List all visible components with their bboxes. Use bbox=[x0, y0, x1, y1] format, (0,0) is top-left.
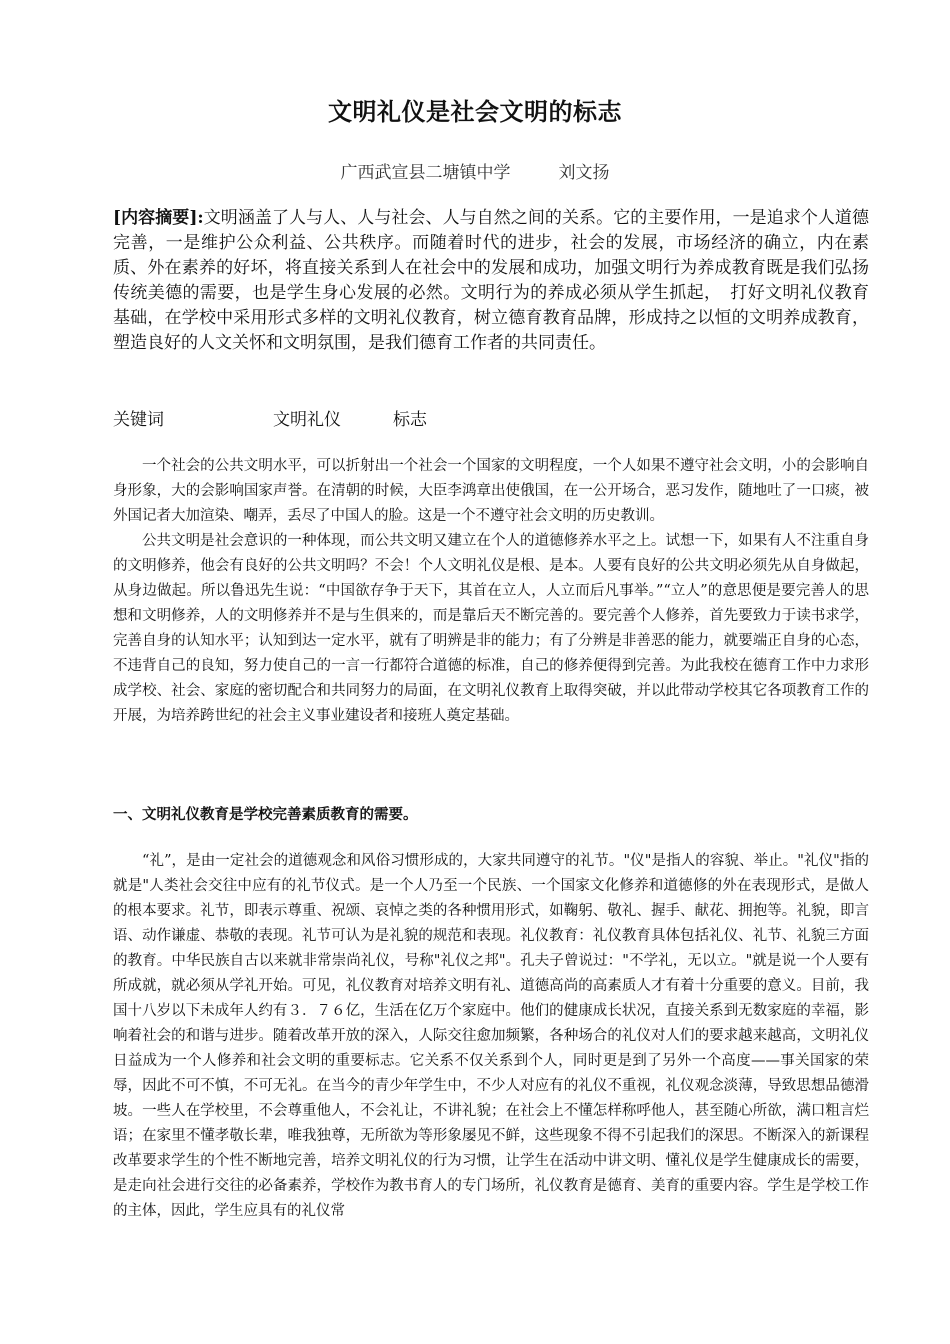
byline bbox=[0, 158, 950, 183]
keywords-row bbox=[113, 405, 479, 430]
author-name: 刘文扬 bbox=[558, 163, 610, 183]
section-heading: 一、文明礼仪教育是学校完善素质教育的需要。 bbox=[113, 807, 418, 823]
keywords-label: 关键词 bbox=[113, 410, 164, 430]
document-title: 文明礼仪是社会文明的标志 bbox=[328, 97, 622, 126]
keyword-item: 文明礼仪 bbox=[273, 410, 341, 430]
section-one-body bbox=[113, 849, 869, 1224]
abstract-label: [内容摘要]: bbox=[113, 208, 204, 228]
intro-section bbox=[113, 454, 869, 729]
keyword-item: 标志 bbox=[393, 410, 427, 430]
abstract bbox=[113, 206, 869, 356]
body-paragraph: 公共文明是社会意识的一种体现，而公共文明又建立在个人的道德修养水平之上。试想一下，如果有人不注重自身的文明修养，他会有良好的公共文明吗？不会！个人文明礼仪是根、是本。人要有良好的公共文明必须先从自身做起，从身边做起。所以鲁迅先生说：“中国欲存争于天下，其首在立人，人立而后凡事举。”“立人”的意思便是要完善人的思想和文明修养，人的文明修养并不是与生俱来的，而是靠后天不断完善的。要完善个人修养，首先要致力于读书求学，完善自身的认知水平；认知到达一定水平，就有了明辨是非的能力；有了分辨是非善恶的能力，就要端正自身的心态，不违背自己的良知，努力使自己的一言一行都符合道德的标准，自己的修养便得到完善。为此我校在德育工作中力求形成学校、社会、家庭的密切配合和共同努力的局面，在文明礼仪教育上取得突破，并以此带动学校其它各项教育工作的开展，为培养跨世纪的社会主义事业建设者和接班人奠定基础。 bbox=[113, 533, 869, 724]
school-name: 广西武宣县二塘镇中学 bbox=[340, 163, 511, 183]
body-paragraph: “礼”，是由一定社会的道德观念和风俗习惯形成的，大家共同遵守的礼节。"仪"是指人的容貌、举止。"礼仪"指的就是"人类社会交往中应有的礼节仪式。是一个人乃至一个民族、一个国家文化修养和道德修的外在表现形式，是做人的根本要求。礼节，即表示尊重、祝颂、哀悼之类的各种惯用形式，如鞠躬、敬礼、握手、献花、拥抱等。礼貌，即言语、动作谦虚、恭敬的表现。礼节可认为是礼貌的规范和表现。礼仪教育：礼仪教育具体包括礼仪、礼节、礼貌三方面的教育。中华民族自古以来就非常崇尚礼仪，号称"礼仪之邦"。孔夫子曾说过："不学礼，无以立。"就是说一个人要有所成就，就必须从学礼开始。可见，礼仪教育对培养文明有礼、道德高尚的高素质人才有着十分重要的意义。目前，我国十八岁以下未成年人约有３．７６亿，生活在亿万个家庭中。他们的健康成长状况，直接关系到无数家庭的幸福，影响着社会的和谐与进步。随着改革开放的深入，人际交往愈加频繁，各种场合的礼仪对人们的要求越来越高，文明礼仪日益成为一个人修养和社会文明的重要标志。它关系不仅关系到个人，同时更是到了另外一个高度——事关国家的荣辱，因此不可不慎，不可无礼。在当今的青少年学生中，不少人对应有的礼仪不重视，礼仪观念淡薄，导致思想品德滑坡。一些人在学校里，不会尊重他人，不会礼让，不讲礼貌；在社会上不懂怎样称呼他人，甚至随心所欲，满口粗言烂语；在家里不懂孝敬长辈，唯我独尊，无所欲为等形象屡见不鲜，这些现象不得不引起我们的深思。不断深入的新课程改革要求学生的个性不断地完善，培养文明礼仪的行为习惯，让学生在活动中讲文明、懂礼仪是学生健康成长的需要，是走向社会进行交往的必备素养，学校作为教书育人的专门场所，礼仪教育是德育、美育的重要内容。学生是学校工作的主体，因此，学生应具有的礼仪常 bbox=[113, 853, 869, 1219]
body-paragraph: 一个社会的公共文明水平，可以折射出一个社会一个国家的文明程度，一个人如果不遵守社会文明，小的会影响自身形象，大的会影响国家声誉。在清朝的时候，大臣李鸿章出使俄国，在一公开场合，恶习发作，随地吐了一口痰，被外国记者大加渲染、嘲弄，丢尽了中国人的脸。这是一个不遵守社会文明的历史教训。 bbox=[113, 458, 869, 524]
abstract-text: 文明涵盖了人与人、人与社会、人与自然之间的关系。它的主要作用，一是追求个人道德完善，一是维护公众利益、公共秩序。而随着时代的进步，社会的发展，市场经济的确立，内在素质、外在素养的好坏，将直接关系到人在社会中的发展和成功，加强文明行为养成教育既是我们弘扬传统美德的需要，也是学生身心发展的必然。文明行为的养成必须从学生抓起， 打好文明礼仪教育基础，在学校中采用形式多样的文明礼仪教育，树立德育教育品牌，形成持之以恒的文明养成教育，塑造良好的人文关怀和文明氛围，是我们德育工作者的共同责任。 bbox=[113, 208, 869, 353]
